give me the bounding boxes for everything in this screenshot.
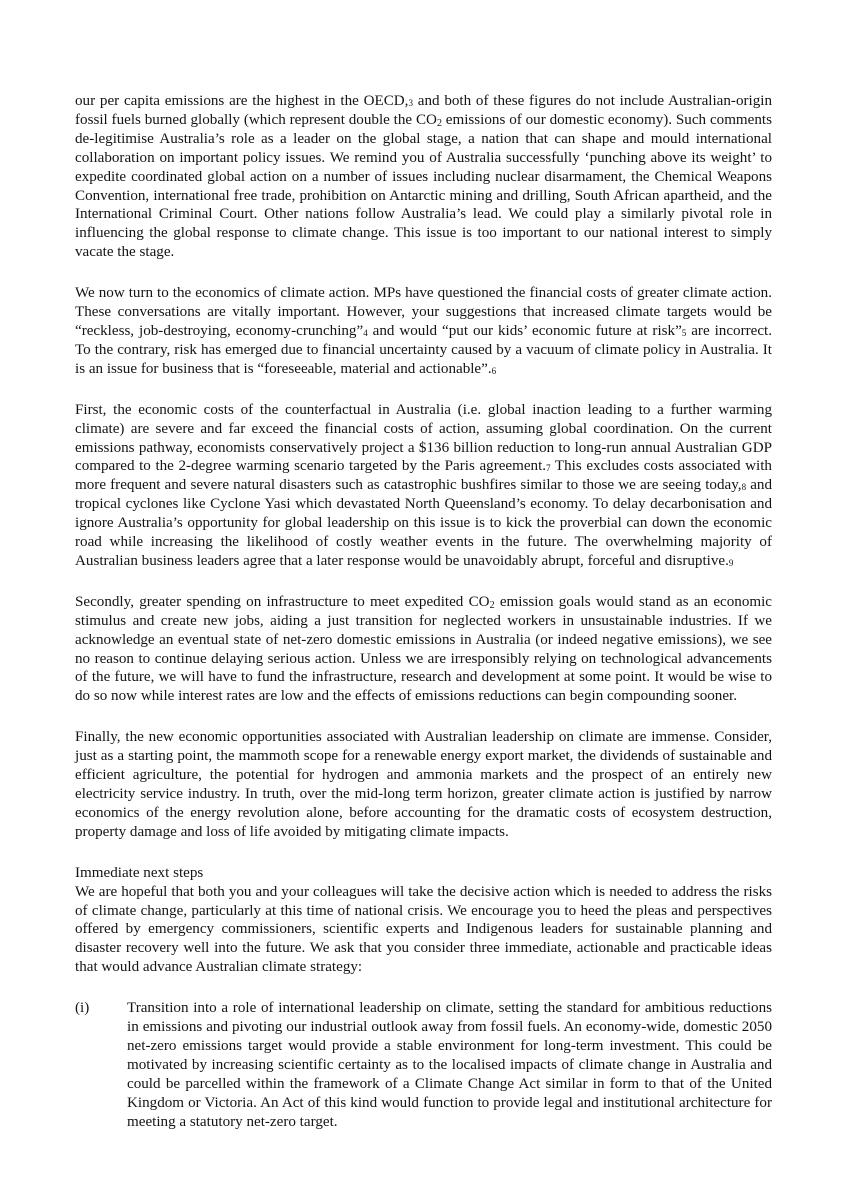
paragraph-global-leadership bbox=[75, 92, 772, 262]
paragraph-text: and both of these figures do not include Australian-origin fossil fuels burned globally (which represent double the CO bbox=[75, 93, 773, 128]
paragraph-text: Secondly, greater spending on infrastructure to meet expedited CO bbox=[75, 593, 490, 610]
footnote-marker-5[interactable]: 5 bbox=[681, 327, 687, 338]
paragraph-economics-intro bbox=[75, 284, 772, 379]
footnote-marker-4[interactable]: 4 bbox=[363, 327, 368, 338]
footnote-marker-9[interactable]: 9 bbox=[728, 557, 734, 568]
footnote-marker-3[interactable]: 3 bbox=[408, 98, 413, 108]
co2-subscript: 2 bbox=[489, 599, 495, 611]
footnote-marker-7[interactable]: 7 bbox=[546, 463, 551, 474]
paragraph-text: emission goals would stand as an economic stimulus and create new jobs, aiding a just transition for neglected workers in unsustainable industries. If we acknowledge an eventual state of net-zero domestic emissions in Australia (or indeed negative emissions), we see no reason to continue delaying serious action. Unless we are irresponsibly relying on technological advancements of the future, we will have to fund the infrastructure, research and development at some point. It would be wise to do so now while interest rates are low and the effects of emissions reductions can begin compounding sooner. bbox=[75, 593, 773, 705]
list-item bbox=[75, 999, 772, 1131]
next-steps-section bbox=[75, 864, 772, 1132]
paragraph-text: and would “put our kids’ economic future at risk” bbox=[367, 322, 682, 339]
footnote-marker-6[interactable]: 6 bbox=[491, 365, 497, 376]
paragraph-economic-opportunities bbox=[75, 728, 772, 841]
paragraph-text: This excludes costs associated with more frequent and severe natural disasters such as catastrophic bushfires similar to those we are seeing today, bbox=[75, 458, 772, 494]
list-item-text: Transition into a role of international leadership on climate, setting the standard for ambitious reductions in emissions and pivoting our industrial outlook away from fossil fuels. An economy-wide, domestic 2050 net-zero emissions target would provide a stable environment for long-term investment. This could be motivated by increasing scientific certainty as to the localised impacts of climate change in Australia and could be parcelled within the framework of a Climate Change Act similar in form to that of the United Kingdom or Victoria. An Act of this kind would function to provide legal and institutional architecture for meeting a statutory net-zero target. bbox=[127, 1000, 772, 1130]
section-heading: Immediate next steps bbox=[75, 864, 204, 881]
paragraph-infrastructure-stimulus bbox=[75, 593, 772, 706]
paragraph-text: our per capita emissions are the highest in the OECD, bbox=[75, 93, 409, 109]
paragraph-next-steps: We are hopeful that both you and your colleagues will take the decisive action which is needed to address the risks of climate change, particularly at this time of national crisis. We encourage you to heed the pleas and perspectives offered by emergency commissioners, scientific experts and Indigenous leaders for sustainable planning and disaster recovery well into the future. We ask that you consider three immediate, actionable and practicable ideas that would advance Australian climate strategy: bbox=[75, 883, 772, 976]
paragraph-text: are incorrect. To the contrary, risk has emerged due to financial uncertainty caused by a vacuum of climate policy in Australia. It is an issue for business that is “foreseeable, material and actionable”. bbox=[75, 322, 772, 377]
paragraph-counterfactual-costs bbox=[75, 401, 772, 571]
footnote-marker-8[interactable]: 8 bbox=[741, 482, 747, 493]
paragraph-text: Finally, the new economic opportunities associated with Australian leadership on climate are immense. Consider, just as a starting point, the mammoth scope for a renewable energy export market, the dividends of sustainable and efficient agriculture, the potential for hydrogen and ammonia markets and the prospect of an entirely new electricity service industry. In truth, over the mid-long term horizon, greater climate action is justified by narrow economics of the energy revolution alone, before accounting for the dramatic costs of ecosystem destruction, property damage and loss of life avoided by mitigating climate impacts. bbox=[75, 729, 772, 840]
paragraph-text: emissions of our domestic economy). Such comments de-legitimise Australia’s role as a leader on the global stage, a nation that can shape and mould international collaboration on important policy issues. We remind you of Australia successfully ‘punching above its weight’ to expedite coordinated global action on a number of issues including nuclear disarmament, the Chemical Weapons Convention, international free trade, prohibition on Antarctic mining and drilling, South African apartheid, and the International Criminal Court. Other nations follow Australia’s lead. We could play a similarly pivotal role in influencing the global response to climate change. This issue is too important to our national interest to simply vacate the stage. bbox=[75, 111, 772, 261]
paragraph-text: and tropical cyclones like Cyclone Yasi which devastated North Queensland’s economy. To delay decarbonisation and ignore Australia’s opportunity for global leadership on this issue is to kick the proverbial can down the economic road while increasing the likelihood of costly weather events in the future. The overwhelming majority of Australian business leaders agree that a later response would be unavoidably abrupt, forceful and disruptive. bbox=[75, 477, 772, 569]
list-marker: (i) bbox=[75, 1000, 90, 1017]
paragraph-text: First, the economic costs of the counterfactual in Australia (i.e. global inaction leading to a further warming climate) are severe and far exceed the financial costs of action, assuming global coordination. On the current emissions pathway, economists conservatively project a $136 billion reduction to long-run annual Australian GDP compared to the 2-degree warming scenario targeted by the Paris agreement. bbox=[75, 401, 772, 475]
co2-subscript: 2 bbox=[436, 117, 442, 129]
paragraph-text: We now turn to the economics of climate action. MPs have questioned the financial costs of greater climate action. These conversations are vitally important. However, your suggestions that increased climate targets would be “reckless, job-destroying, economy-crunching” bbox=[75, 285, 772, 339]
